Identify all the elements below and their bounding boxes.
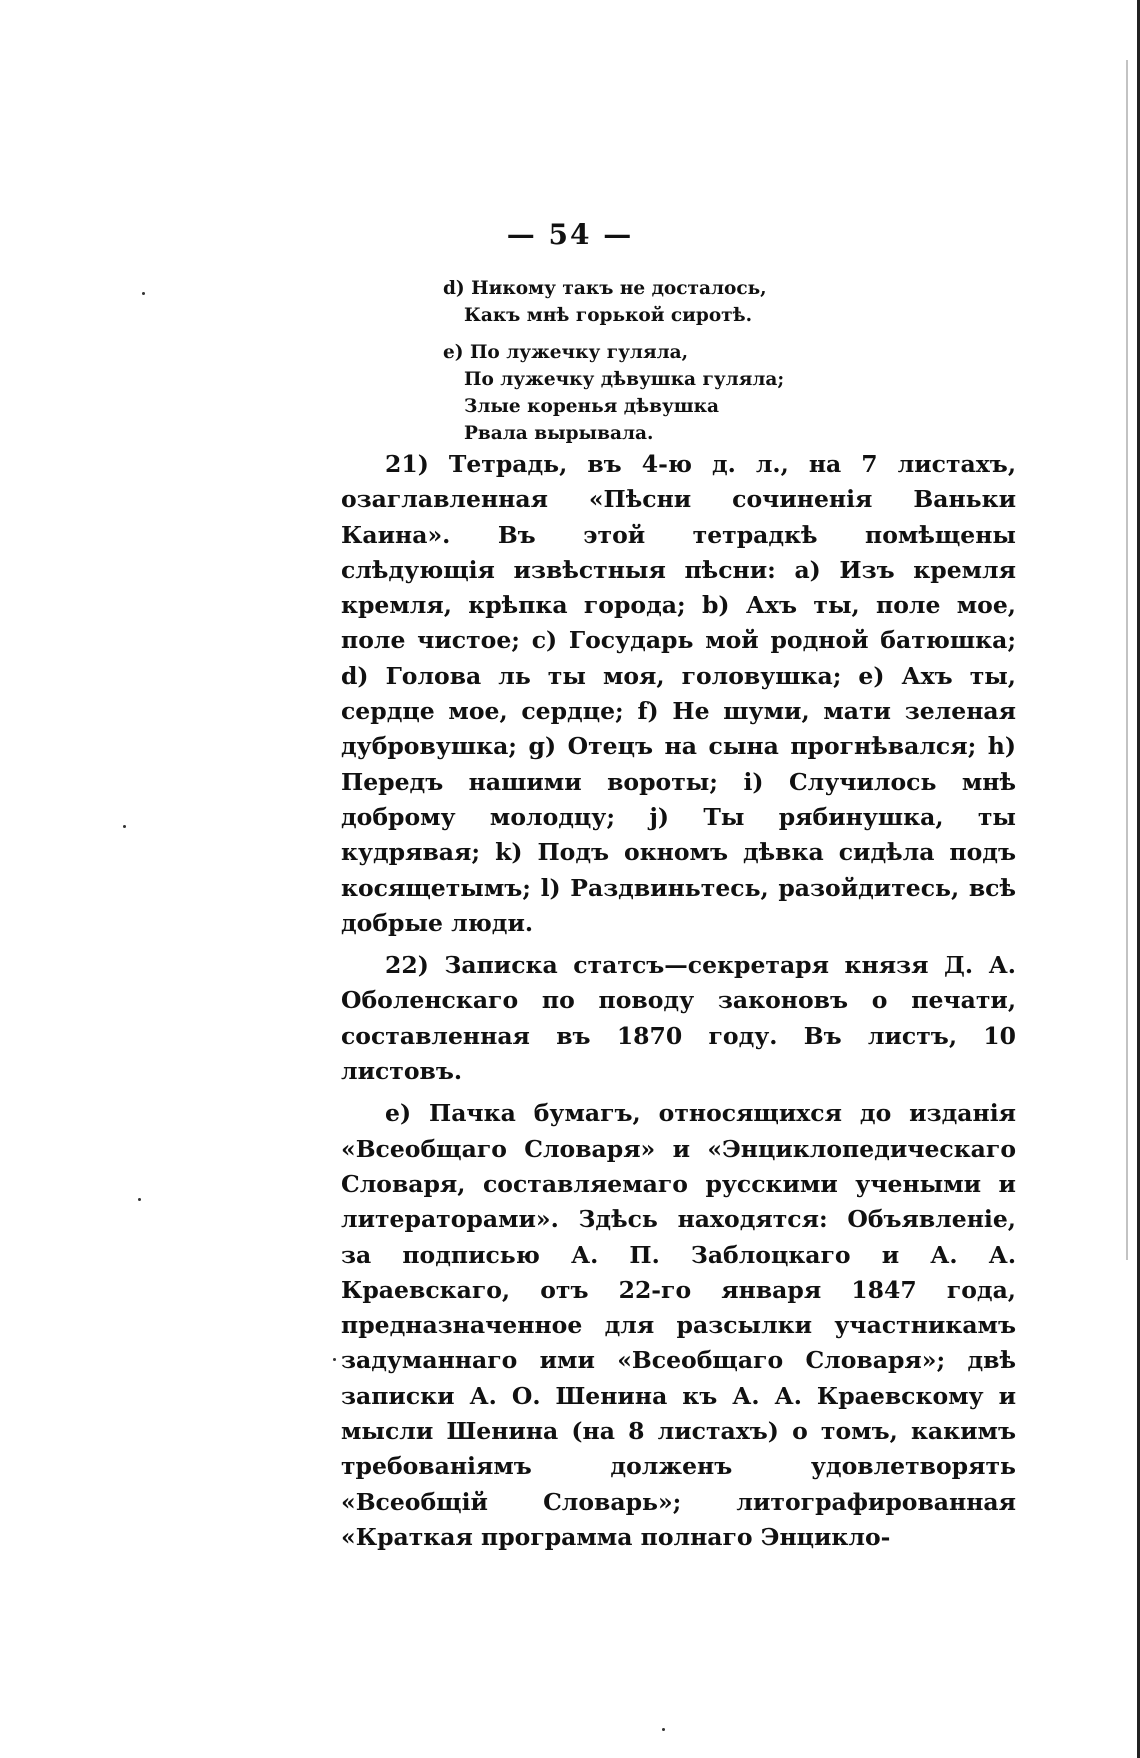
verse-line: Какъ мнѣ горькой сиротѣ.: [464, 305, 753, 326]
verse-line: d) Никому такъ не досталось,: [443, 278, 767, 299]
scan-speck: [333, 1358, 336, 1361]
verse-stanza-e: [443, 339, 785, 447]
page-number: — 54 —: [506, 218, 634, 251]
verse-stanza-d: [443, 275, 773, 329]
paragraph-item-21: 21) Тетрадь, въ 4-ю д. л., на 7 листахъ, озаглавленная «Пѣсни сочиненія Ваньки Каина». Въ этой тетрадкѣ помѣщены слѣдующія извѣстныя пѣсни: a) Изъ кремля кремля, крѣпка города; b) Ахъ ты, поле мое, поле чистое; c) Государь мой родной батюшка; d) Голова ль ты моя, головушка; e) Ахъ ты, сердце мое, сердце; f) Не шуми, мати зеленая дубровушка; g) Отецъ на сына прогнѣвался; h) Передъ нашими вороты; i) Случилось мнѣ доброму молодцу; j) Ты рябинушка, ты кудрявая; k) Подъ окномъ дѣвка сидѣла подъ косящетымъ; l) Раздвиньтесь, разойдитесь, всѣ добрые люди.: [341, 450, 1016, 937]
scan-speck: [662, 1728, 665, 1731]
body-text: [341, 447, 1016, 1562]
paragraph-item-22: 22) Записка статсъ—секретаря князя Д. А. Оболенскаго по поводу законовъ о печати, составленная въ 1870 году. Въ листъ, 10 листовъ.: [341, 951, 1016, 1086]
verse-line: По лужечку дѣвушка гуляла;: [464, 369, 785, 390]
paragraph-section-e: e) Пачка бумагъ, относящихся до изданія «Всеобщаго Словаря» и «Энциклопедическаго Словаря, составляемаго русскими учеными и литераторами». Здѣсь находятся: Объявленіе, за подписью А. П. Заблоцкаго и А. А. Краевскаго, отъ 22-го января 1847 года, предназначенное для разсылки участникамъ задуманнаго ими «Всеобщаго Словаря»; двѣ записки А. О. Шенина къ А. А. Краевскому и мысли Шенина (на 8 листахъ) о томъ, какимъ требованіямъ долженъ удовлетворять «Всеобщій Словарь»; литографированная «Краткая программа полнаго Энцикло-: [341, 1099, 1016, 1551]
verse-line: e) По лужечку гуляла,: [443, 342, 689, 363]
scan-speck: [123, 825, 126, 828]
verse-block: [443, 275, 785, 457]
scan-speck: [138, 1198, 141, 1201]
verse-line: Рвала вырывала.: [464, 423, 654, 444]
scan-speck: [142, 292, 145, 295]
verse-line: Злые коренья дѣвушка: [464, 396, 720, 417]
